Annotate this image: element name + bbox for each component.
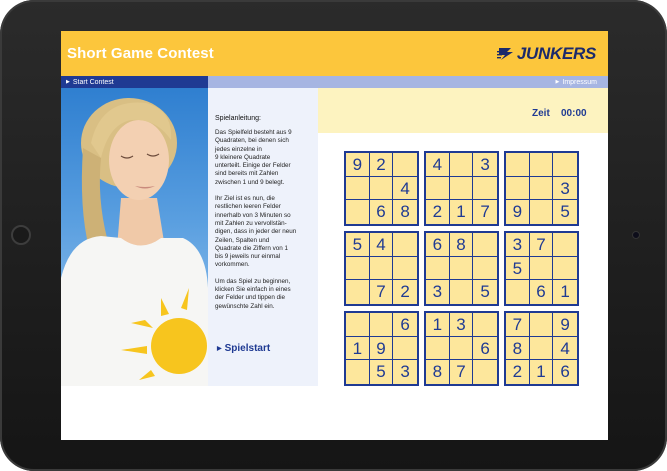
sudoku-cell[interactable]: 8 (400, 202, 410, 222)
sudoku-cell[interactable] (473, 233, 497, 257)
sudoku-cell[interactable]: 7 (506, 313, 530, 337)
sudoku-box (424, 311, 499, 386)
triangle-right-icon: ▶ (555, 79, 560, 85)
sudoku-cell[interactable] (426, 257, 450, 281)
sudoku-cell[interactable] (530, 257, 554, 281)
instructions-paragraph: Um das Spiel zu beginnen, klicken Sie einfach in eines der Felder und tippen die gewünschte Zahl ein. (215, 277, 291, 310)
sudoku-cell[interactable]: 2 (370, 153, 394, 177)
sudoku-cell[interactable] (393, 257, 417, 281)
instructions-heading: Spielanleitung: (215, 115, 261, 122)
sudoku-cell[interactable] (426, 177, 450, 201)
sudoku-cell[interactable]: 3 (553, 177, 577, 201)
sudoku-cell[interactable]: 1 (450, 200, 474, 224)
sudoku-cell[interactable]: 6 (426, 233, 450, 257)
sudoku-cell[interactable] (346, 360, 370, 384)
sudoku-cell[interactable] (450, 280, 474, 304)
sudoku-box (424, 231, 499, 306)
sudoku-box (424, 151, 499, 226)
sudoku-cell[interactable] (346, 313, 370, 337)
sudoku-cell[interactable] (506, 153, 530, 177)
app-screen (61, 31, 608, 440)
sudoku-cell[interactable] (530, 153, 554, 177)
sudoku-cell[interactable] (346, 257, 370, 281)
sudoku-cell[interactable] (530, 337, 554, 361)
instructions-paragraph: Ihr Ziel ist es nun, die restlichen leeren Felder innerhalb von 3 Minuten so mit Zahlen zu vervollstän- digen, dass in jeder der neun Zeilen, Spalten und Quadrate die Ziffern von 1 bis 9 jeweils nur einmal vorkommen. (215, 195, 297, 269)
sudoku-cell[interactable] (530, 200, 554, 224)
junkers-flame-icon (497, 45, 515, 63)
sudoku-cell[interactable]: 3 (506, 233, 530, 257)
instructions-panel (208, 88, 318, 386)
sudoku-cell[interactable]: 8 (506, 337, 530, 361)
sudoku-cell[interactable] (426, 337, 450, 361)
sudoku-box (344, 151, 419, 226)
sudoku-cell[interactable] (370, 313, 394, 337)
junkers-logo[interactable] (497, 44, 596, 64)
sudoku-cell[interactable] (506, 177, 530, 201)
sudoku-cell[interactable] (473, 313, 497, 337)
sudoku-cell[interactable] (346, 200, 370, 224)
impressum-label: Impressum (562, 79, 597, 86)
sudoku-cell[interactable]: 6 (560, 362, 570, 382)
sudoku-cell[interactable]: 9 (346, 153, 370, 177)
woman-in-sun-image (61, 88, 208, 386)
sudoku-cell[interactable]: 5 (346, 233, 370, 257)
app-header (61, 31, 608, 76)
camera-lens (632, 231, 640, 239)
sudoku-cell[interactable] (473, 257, 497, 281)
sudoku-cell[interactable]: 1 (426, 313, 450, 337)
sudoku-box (344, 231, 419, 306)
start-contest-label: Start Contest (72, 79, 114, 86)
triangle-right-icon: ▶ (217, 346, 222, 352)
sudoku-grid (344, 151, 580, 387)
sudoku-cell[interactable]: 1 (530, 360, 554, 384)
start-contest-link[interactable] (61, 76, 208, 88)
sudoku-cell[interactable]: 3 (450, 313, 474, 337)
spielstart-link[interactable] (217, 343, 270, 354)
timer-value: 00:00 (561, 108, 587, 119)
sudoku-cell[interactable] (530, 177, 554, 201)
sudoku-cell[interactable] (450, 257, 474, 281)
sudoku-cell[interactable]: 9 (506, 200, 530, 224)
sudoku-cell[interactable] (506, 280, 530, 304)
sudoku-cell[interactable]: 3 (426, 280, 450, 304)
sudoku-cell[interactable]: 4 (370, 233, 394, 257)
sudoku-cell[interactable]: 1 (560, 282, 570, 302)
sudoku-cell[interactable] (370, 177, 394, 201)
sudoku-cell[interactable]: 7 (450, 360, 474, 384)
sudoku-cell[interactable]: 2 (506, 360, 530, 384)
triangle-right-icon: ▶ (66, 79, 70, 85)
sudoku-cell[interactable] (370, 257, 394, 281)
sudoku-cell[interactable]: 5 (370, 360, 394, 384)
sudoku-box (344, 311, 419, 386)
sudoku-cell[interactable] (553, 153, 577, 177)
sudoku-cell[interactable]: 7 (530, 233, 554, 257)
sudoku-cell[interactable]: 2 (426, 200, 450, 224)
sudoku-cell[interactable] (450, 337, 474, 361)
sudoku-cell[interactable] (530, 313, 554, 337)
instructions-paragraph: Das Spielfeld besteht aus 9 Quadraten, bei denen sich jedes einzelne in 9 kleinere Quadrate unterteilt. Einige der Felder sind bereits mit Zahlen zwischen 1 und 9 belegt. (215, 129, 292, 186)
sudoku-cell[interactable]: 4 (426, 153, 450, 177)
sudoku-cell[interactable]: 4 (553, 337, 577, 361)
sudoku-cell[interactable]: 6 (393, 313, 417, 337)
sudoku-cell[interactable] (473, 177, 497, 201)
sudoku-cell[interactable]: 5 (480, 282, 490, 302)
sudoku-cell[interactable]: 8 (450, 233, 474, 257)
nav-bar (61, 76, 608, 88)
sudoku-cell[interactable]: 7 (370, 280, 394, 304)
sudoku-cell[interactable] (393, 153, 417, 177)
woman-photo (61, 88, 208, 386)
spielstart-label: Spielstart (224, 343, 271, 354)
sudoku-cell[interactable]: 9 (553, 313, 577, 337)
sudoku-cell[interactable]: 5 (560, 202, 570, 222)
sudoku-cell[interactable]: 9 (370, 337, 394, 361)
home-button[interactable] (11, 225, 31, 245)
sudoku-cell[interactable] (346, 280, 370, 304)
timer-label: Zeit (532, 108, 550, 119)
sudoku-cell[interactable] (393, 337, 417, 361)
sudoku-cell[interactable]: 1 (346, 337, 370, 361)
sudoku-cell[interactable]: 4 (393, 177, 417, 201)
sudoku-cell[interactable] (473, 360, 497, 384)
logo-text: JUNKERS (516, 44, 596, 63)
sudoku-box (504, 151, 579, 226)
impressum-link[interactable] (556, 76, 597, 88)
sudoku-cell[interactable] (553, 257, 577, 281)
sudoku-cell[interactable]: 3 (473, 153, 497, 177)
sudoku-cell[interactable] (393, 233, 417, 257)
sudoku-cell[interactable]: 6 (530, 280, 554, 304)
sudoku-cell[interactable]: 6 (370, 200, 394, 224)
page-title: Short Game Contest (67, 45, 214, 62)
sudoku-cell[interactable]: 3 (400, 362, 410, 382)
sudoku-box (504, 311, 579, 386)
sudoku-cell[interactable]: 2 (400, 282, 410, 302)
timer-bar (318, 88, 608, 133)
sudoku-cell[interactable] (450, 177, 474, 201)
sudoku-cell[interactable]: 8 (426, 360, 450, 384)
sudoku-cell[interactable]: 6 (473, 337, 497, 361)
sudoku-cell[interactable] (346, 177, 370, 201)
sudoku-box (504, 231, 579, 306)
sudoku-cell[interactable]: 5 (506, 257, 530, 281)
sudoku-cell[interactable] (450, 153, 474, 177)
sudoku-cell[interactable]: 7 (480, 202, 490, 222)
sudoku-cell[interactable] (553, 233, 577, 257)
